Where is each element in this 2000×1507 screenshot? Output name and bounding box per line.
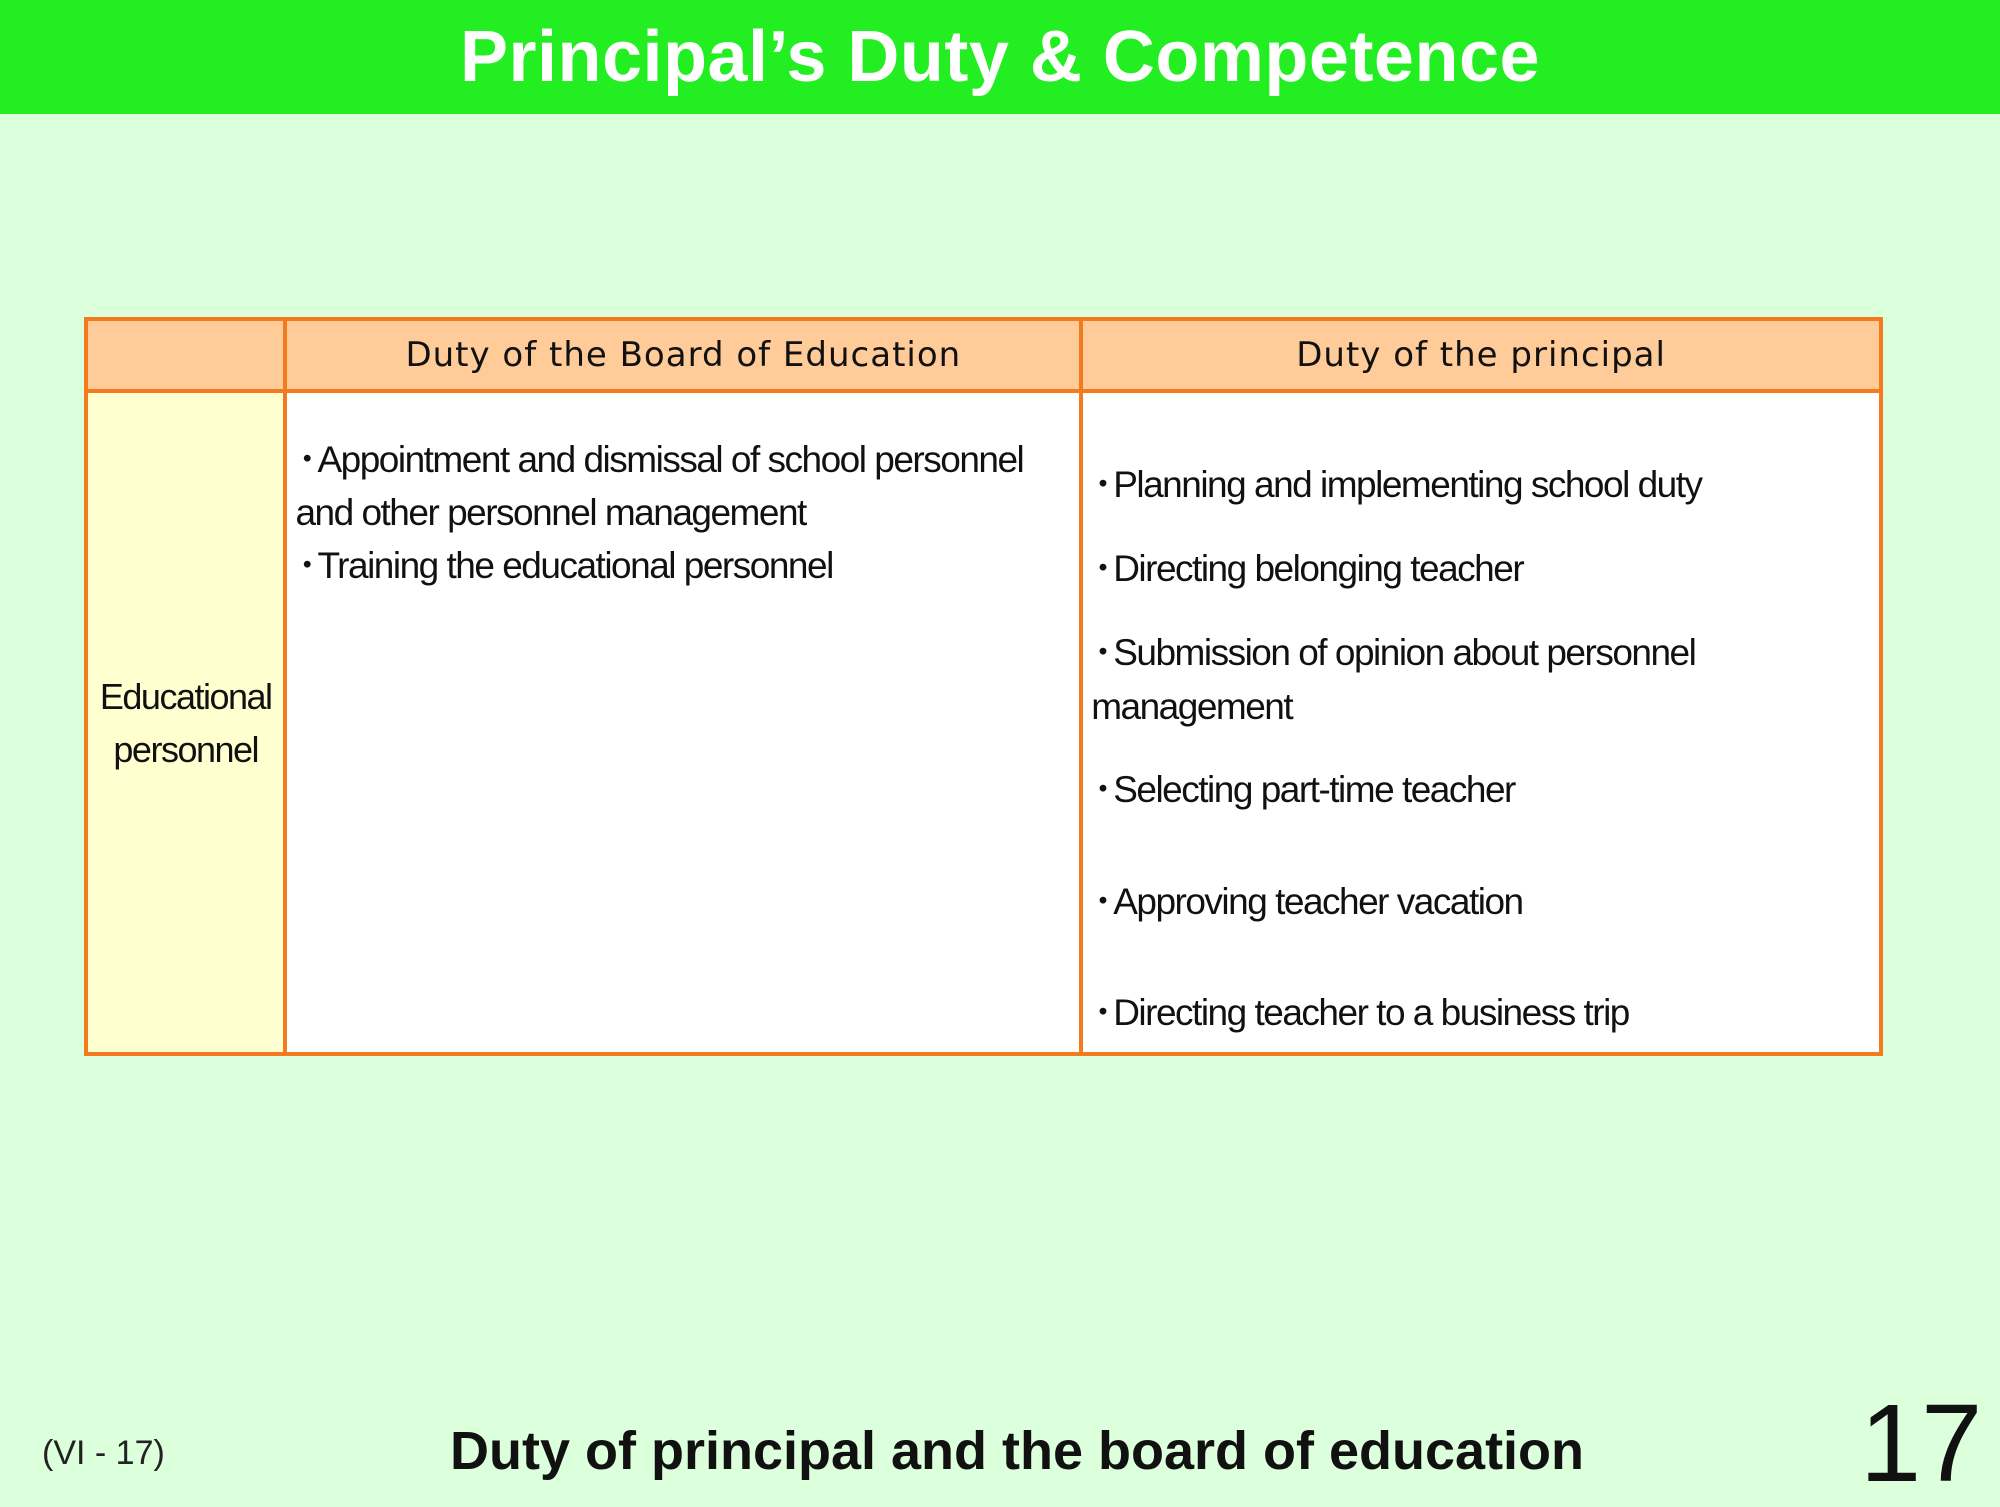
principal-duty-line: ･Directing belonging teacher [1091, 544, 1869, 593]
board-duties-list [287, 393, 1079, 592]
principal-duty-item [1091, 988, 1869, 1037]
header-corner-cell [86, 319, 285, 391]
row-label-line: personnel [113, 728, 259, 770]
principal-duty-item [1091, 544, 1869, 593]
bullet-icon: ･ [1093, 464, 1111, 505]
slide-title: Principal’s Duty & Competence [459, 17, 1541, 97]
slide-subtitle: Duty of principal and the board of education [450, 1421, 1585, 1481]
board-duty-line: and other personnel management [295, 492, 806, 533]
bullet-icon: ･ [1093, 548, 1111, 589]
duty-table [84, 317, 1883, 1056]
header-board-of-education: Duty of the Board of Education [285, 319, 1081, 391]
principal-duties-cell [1081, 391, 1881, 1054]
header-row [86, 319, 1881, 391]
bullet-icon: ･ [297, 545, 315, 586]
principal-duty-line: ･Selecting part-time teacher [1091, 765, 1869, 814]
principal-duty-line: management [1091, 686, 1293, 727]
page-number: 17 [1860, 1382, 1983, 1505]
principal-duty-line: ･Directing teacher to a business trip [1091, 988, 1869, 1037]
principal-duties-list [1083, 393, 1879, 1037]
slide-reference: (VI - 17) [42, 1434, 165, 1472]
board-duty-line: ･Training the educational personnel [295, 539, 1069, 592]
bullet-icon: ･ [1093, 632, 1111, 673]
board-duty-item [295, 433, 1069, 539]
bullet-icon: ･ [1093, 881, 1111, 922]
principal-duty-line: ･Planning and implementing school duty [1091, 460, 1869, 509]
principal-duty-item [1091, 628, 1869, 731]
principal-duty-item [1091, 765, 1869, 814]
principal-duty-line: ･Submission of opinion about personnel [1091, 628, 1869, 677]
bullet-icon: ･ [297, 439, 315, 480]
title-bar [0, 0, 2000, 114]
board-duties-cell [285, 391, 1081, 1054]
row-label-line: Educational [99, 675, 272, 717]
board-duty-item [295, 539, 1069, 592]
bullet-icon: ･ [1093, 769, 1111, 810]
bullet-icon: ･ [1093, 992, 1111, 1033]
principal-duty-item [1091, 877, 1869, 926]
board-duty-line: ･Appointment and dismissal of school personnel [295, 433, 1069, 486]
header-principal: Duty of the principal [1081, 319, 1881, 391]
row-label-educational-personnel [86, 391, 285, 1054]
principal-duty-line: ･Approving teacher vacation [1091, 877, 1869, 926]
principal-duty-item [1091, 460, 1869, 509]
educational-personnel-row [86, 391, 1881, 1054]
